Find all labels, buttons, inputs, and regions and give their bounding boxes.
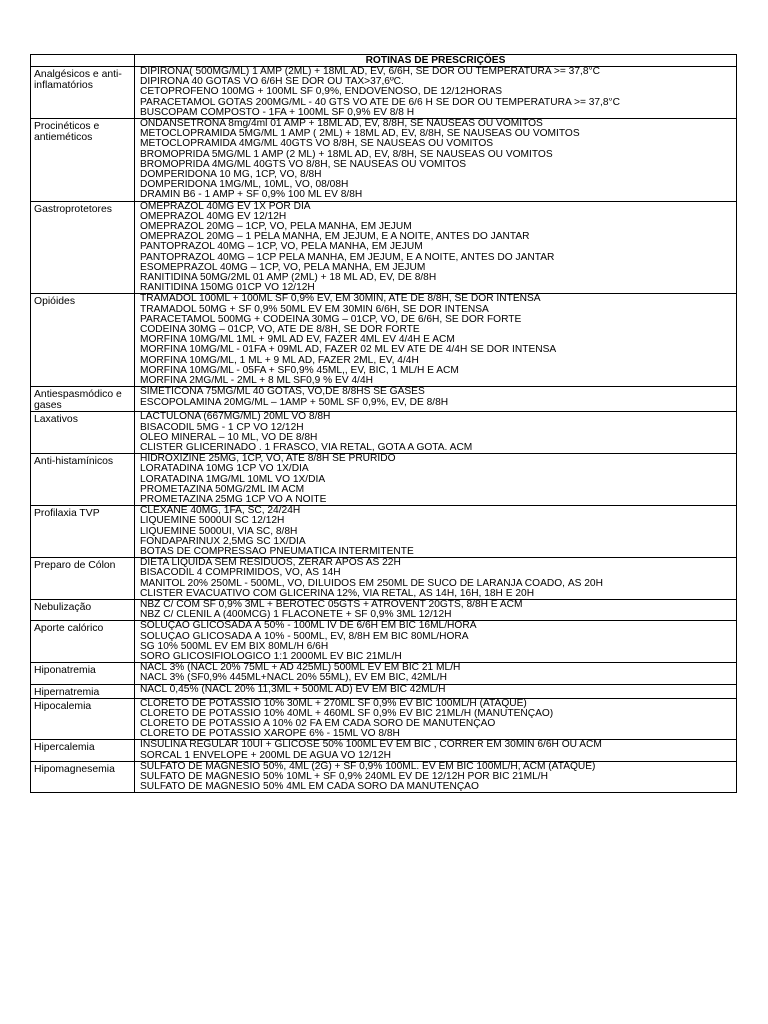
table-row <box>31 294 737 387</box>
prescription-line: INSULINA REGULAR 10UI + GLICOSE 50% 100ML EV EM BIC , CORRER EM 30MIN 6/6H OU ACM <box>140 740 602 751</box>
category-cell: Hipomagnesemia <box>31 761 135 793</box>
prescription-line: SOLUÇÃO GLICOSADA À 10% - 500ML, EV, 8/8H EM BIC 80ML/HORA <box>140 631 469 642</box>
prescription-cell <box>135 67 737 119</box>
table-row <box>31 621 737 663</box>
category-cell: Gastroprotetores <box>31 201 135 294</box>
table-row <box>31 698 737 740</box>
prescription-line: SG 10% 500ML EV EM BIX 80ML/H 6/6H <box>140 641 329 652</box>
prescription-cell <box>135 387 737 412</box>
prescription-line: LIQUEMINE 5000UI SC 12/12H <box>140 516 285 527</box>
prescription-line: BROMOPRIDA 5MG/ML 1 AMP (2 ML) + 18ML AD, EV, 8/8H, SE NÁUSEAS OU VÔMITOS <box>140 149 553 160</box>
prescription-line: HIDROXIZINE 25MG, 1CP, VO, ATÉ 8/8H SE PRURIDO <box>140 454 396 465</box>
category-cell: Laxativos <box>31 412 135 454</box>
category-cell: Hipercalemia <box>31 740 135 761</box>
table-row <box>31 684 737 698</box>
prescription-line: CLORETO DE POTÁSSIO XAROPE 6% - 15ML VO 8/8H <box>140 729 400 740</box>
prescription-line: RANITIDINA 150MG 01CP VO 12/12H <box>140 283 315 294</box>
prescription-cell <box>135 761 737 793</box>
prescription-line: MORFINA 10MG/ML - 05FA + SF0,9% 45ML,, EV, BIC, 1 ML/H E ACM <box>140 365 459 376</box>
table-row <box>31 558 737 600</box>
prescription-cell <box>135 454 737 506</box>
category-cell: Profilaxia TVP <box>31 506 135 558</box>
prescription-cell <box>135 201 737 294</box>
table-header-row <box>31 55 737 67</box>
table-row <box>31 412 737 454</box>
prescription-line: TRAMADOL 50MG + SF 0,9% 50ML EV EM 30MIN 6/6H, SE DOR INTENSA <box>140 304 489 315</box>
prescription-line: LIQUEMINE 5000UI, VIA SC, 8/8H <box>140 526 298 537</box>
prescription-line: CLORETO DE POTÁSSIO 10% 40ML + 460ML SF 0,9% EV BIC 21ML/H (MANUTENÇÃO) <box>140 708 554 719</box>
prescription-line: PANTOPRAZOL 40MG – 1CP, VO, PELA MANHÃ, EM JEJUM <box>140 242 423 253</box>
prescription-line: DIETA LÍQUIDA SEM RESÍDUOS, ZERAR APÓS AS 22H <box>140 558 401 569</box>
prescription-line: CLEXANE 40MG, 1FA, SC, 24/24H <box>140 506 301 517</box>
prescription-line: ESOMEPRAZOL 40MG – 1CP, VO, PELA MANHÃ, EM JEJUM <box>140 262 426 273</box>
table-row <box>31 663 737 684</box>
prescription-line: OMEPRAZOL 20MG – 1CP, VO, PELA MANHÃ, EM JEJUM <box>140 222 412 233</box>
category-cell: Nebulização <box>31 599 135 620</box>
prescription-line: METOCLOPRAMIDA 4MG/ML 40GTS VO 8/8H, SE NÁUSEAS OU VÔMITOS <box>140 139 494 150</box>
prescription-line: SORCAL 1 ENVELOPE + 200ML DE AGUA VO 12/12H <box>140 750 391 761</box>
prescription-line: SOLUÇÃO GLICOSADA À 50% - 100ML IV DE 6/6H EM BIC 16ML/HORA <box>140 621 477 632</box>
category-cell: Opióides <box>31 294 135 387</box>
prescription-line: DRAMIN B6 - 1 AMP + SF 0,9% 100 ML EV 8/8H <box>140 190 363 201</box>
prescription-cell <box>135 558 737 600</box>
prescription-line: OMEPRAZOL 40MG EV 12/12H <box>140 211 287 222</box>
prescription-line: PARACETAMOL GOTAS 200MG/ML - 40 GTS VO ATÉ DE 6/6 H SE DOR OU TEMPERATURA >= 37,8°C <box>140 97 620 108</box>
prescription-line: BOTAS DE COMPRESSÃO PNEUMÁTICA INTERMITENTE <box>140 546 414 557</box>
prescription-line: MANITOL 20% 250ML - 500ML, VO, DILUÍDOS EM 250ML DE SUCO DE LARANJA COADO, ÀS 20H <box>140 578 603 589</box>
prescription-line: MORFINA 10MG/ML - 01FA + 09ML AD, FAZER 02 ML EV ATÉ DE 4/4H SE DOR INTENSA <box>140 345 557 356</box>
prescription-sheet <box>30 54 737 793</box>
prescription-line: MORFINA 10MG/ML 1ML + 9ML AD EV, FAZER 4ML EV 4/4H E ACM <box>140 335 455 346</box>
prescription-line: DIPIRONA 40 GOTAS VO 6/6H SE DOR OU TAX>37,6ºC. <box>140 77 404 88</box>
header-blank-cell <box>31 55 135 67</box>
prescription-line: SIMETICONA 75MG/ML 40 GOTAS, VO,DE 8/8HS SE GASES <box>140 387 425 398</box>
prescription-line: CLISTER EVACUATIVO COM GLICERINA 12%, VIA RETAL, ÀS 14H, 16H, 18H E 20H <box>140 588 535 599</box>
prescription-line: BISACODIL 5MG - 1 CP VO 12/12H <box>140 422 304 433</box>
prescription-cell <box>135 621 737 663</box>
prescription-line: NACL 0,45% (NACL 20% 11,3ML + 500ML AD) EV EM BIC 42ML/H <box>140 684 446 695</box>
prescription-line: NACL 3% (NACL 20% 75ML + AD 425ML) 500ML EV EM BIC 21 ML/H <box>140 663 461 674</box>
prescription-line: CETOPROFENO 100MG + 100ML SF 0,9%, ENDOVENOSO, DE 12/12HORAS <box>140 87 503 98</box>
table-title: ROTINAS DE PRESCRIÇÕES <box>135 55 737 67</box>
prescription-line: OMEPRAZOL 40MG EV 1X POR DIA <box>140 201 311 212</box>
category-cell: Antiespasmódico e gases <box>31 387 135 412</box>
table-row <box>31 454 737 506</box>
prescription-line: ESCOPOLAMINA 20MG/ML – 1AMP + 50ML SF 0,9%, EV, DE 8/8H <box>140 397 449 408</box>
prescription-line: LORATADINA 10MG 1CP VO 1X/DIA <box>140 464 309 475</box>
prescription-cell <box>135 740 737 761</box>
table-body <box>31 67 737 793</box>
prescription-line: TRAMADOL 100ML + 100ML SF 0,9% EV, EM 30MIN, ATÉ DE 8/8H, SE DOR INTENSA <box>140 294 541 305</box>
category-cell: Anti-histamínicos <box>31 454 135 506</box>
prescription-line: DOMPERIDONA 10 MG, 1CP, VO, 8/8H <box>140 170 322 181</box>
category-cell: Procinéticos e antieméticos <box>31 119 135 202</box>
prescription-line: DIPIRONA( 500MG/ML) 1 AMP (2ML) + 18ML AD, EV, 6/6H, SE DOR OU TEMPERATURA >= 37,8°C <box>140 67 600 77</box>
prescription-line: NACL 3% (SF0,9% 445ML+NACL 20% 55ML), EV EM BIC, 42ML/H <box>140 673 447 684</box>
table-row <box>31 67 737 119</box>
category-cell: Preparo de Cólon <box>31 558 135 600</box>
table-row <box>31 761 737 793</box>
prescription-line: ÓLEO MINERAL – 10 ML, VO DE 8/8H <box>140 432 318 443</box>
prescription-line: PROMETAZINA 25MG 1CP VO À NOITE <box>140 494 327 505</box>
prescription-line: CLISTER GLICERINADO . 1 FRASCO, VIA RETAL, GOTA A GOTA. ACM <box>140 442 473 453</box>
category-cell: Aporte calórico <box>31 621 135 663</box>
prescription-line: SULFATO DE MAGNÉSIO 50%, 4ML (2G) + SF 0,9% 100ML. EV EM BIC 100ML/H, ACM (ATAQUE) <box>140 761 596 772</box>
prescription-line: PARACETAMOL 500MG + CODEÍNA 30MG – 01CP, VO, DE 6/6H, SE DOR FORTE <box>140 314 522 325</box>
prescription-line: CLORETO DE POTÁSSIO A 10% 02 FA EM CADA SORO DE MANUTENÇÃO <box>140 718 496 729</box>
prescription-cell <box>135 506 737 558</box>
prescription-line: FONDAPARINUX 2,5MG SC 1X/DIA <box>140 536 306 547</box>
prescription-line: NBZ C/ CLENIL A (400MCG) 1 FLACONETE + SF 0,9% 3ML 12/12H <box>140 610 452 621</box>
table-row <box>31 506 737 558</box>
prescription-line: OMEPRAZOL 20MG – 1 PELA MANHA, EM JEJUM, E A NOITE, ANTES DO JANTAR <box>140 232 530 243</box>
prescription-line: MORFINA 10MG/ML, 1 ML + 9 ML AD, FAZER 2ML, EV, 4/4H <box>140 355 419 366</box>
prescription-line: SULFATO DE MAGNÉSIO 50% 10ML + SF 0,9% 240ML EV DE 12/12H POR BIC 21ML/H <box>140 772 548 782</box>
category-cell: Hiponatremia <box>31 663 135 684</box>
prescription-line: RANITIDINA 50MG/2ML 01 AMP (2ML) + 18 ML AD, EV, DE 8/8H <box>140 273 437 284</box>
prescription-cell <box>135 119 737 202</box>
prescription-line: CLORETO DE POTÁSSIO 10% 30ML + 270ML SF 0,9% EV BIC 100ML/H (ATAQUE) <box>140 698 527 709</box>
prescription-line: LACTULONA (667MG/ML) 20ML VO 8/8H <box>140 412 331 423</box>
prescription-line: BROMOPRIDA 4MG/ML 40GTS VO 8/8H, SE NÁUSEAS OU VÔMITOS <box>140 159 467 170</box>
prescription-cell <box>135 698 737 740</box>
category-cell: Analgésicos e anti-inflamatórios <box>31 67 135 119</box>
prescription-line: DOMPERIDONA 1MG/ML, 10ML, VO, 08/08H <box>140 180 349 191</box>
prescription-cell <box>135 599 737 620</box>
prescription-cell <box>135 412 737 454</box>
prescription-cell <box>135 294 737 387</box>
table-row <box>31 599 737 620</box>
prescription-line: LORATADINA 1MG/ML 10ML VO 1X/DIA <box>140 474 326 485</box>
prescription-line: SORO GLICOSIFIOLÓGICO 1:1 2000ML EV BIC 21ML/H <box>140 651 402 662</box>
prescription-line: NBZ C/ COM SF 0,9% 3ML + BEROTEC 05GTS + ATROVENT 20GTS, 8/8H E ACM <box>140 599 523 610</box>
prescription-line: METOCLOPRAMIDA 5MG/ML 1 AMP ( 2ML) + 18ML AD, EV, 8/8H, SE NÁUSEAS OU VÔMITOS <box>140 129 580 140</box>
table-row <box>31 119 737 202</box>
prescription-line: PANTOPRAZOL 40MG – 1CP PELA MANHA, EM JEJUM, E A NOITE, ANTES DO JANTAR <box>140 252 555 263</box>
prescription-line: CODEÍNA 30MG – 01CP, VO, ATÉ DE 8/8H, SE DOR FORTE <box>140 325 420 336</box>
table-row <box>31 740 737 761</box>
prescription-table <box>30 54 737 793</box>
prescription-line: SULFATO DE MAGNÉSIO 50% 4ML EM CADA SORO DA MANUTENÇÃO <box>140 782 479 793</box>
prescription-line: ONDANSETRONA 8mg/4ml 01 AMP + 18ML AD, EV, 8/8H, SE NÁUSEAS OU VÔMITOS <box>140 119 543 130</box>
category-cell: Hipernatremia <box>31 684 135 698</box>
category-cell: Hipocalemia <box>31 698 135 740</box>
table-row <box>31 387 737 412</box>
prescription-line: BUSCOPAM COMPOSTO - 1FA + 100ML SF 0,9% EV 8/8 H <box>140 107 415 118</box>
prescription-line: PROMETAZINA 50MG/2ML IM ACM <box>140 484 305 495</box>
table-row <box>31 201 737 294</box>
prescription-line: MORFINA 2MG/ML - 2ML + 8 ML SF0,9 % EV 4/4H <box>140 376 373 387</box>
prescription-cell <box>135 684 737 698</box>
prescription-cell <box>135 663 737 684</box>
prescription-line: BISACODIL 4 COMPRIMIDOS, VO, ÀS 14H <box>140 568 341 579</box>
